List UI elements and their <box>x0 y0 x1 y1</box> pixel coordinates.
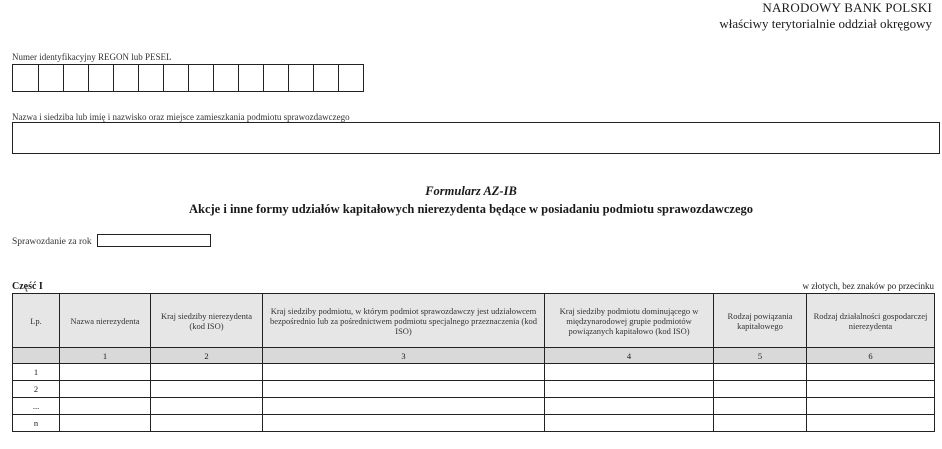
table-cell[interactable] <box>60 381 151 398</box>
column-number <box>13 348 60 364</box>
column-number-row <box>13 348 935 364</box>
table-cell[interactable] <box>545 381 714 398</box>
table-cell[interactable] <box>151 398 263 415</box>
table-row <box>13 398 935 415</box>
table-cell[interactable] <box>263 415 545 432</box>
table-cell[interactable] <box>60 415 151 432</box>
table-row <box>13 381 935 398</box>
form-title: Akcje i inne formy udziałów kapitałowych nierezydenta będące w posiadaniu podmiotu sprawozdawczego <box>188 202 753 216</box>
regon-digit-cell[interactable] <box>238 65 263 91</box>
unit-note: w złotych, bez znaków po przecinku <box>802 281 934 291</box>
report-year-label: Sprawozdanie za rok <box>12 237 92 247</box>
table-cell[interactable] <box>714 415 807 432</box>
regon-digit-cell[interactable] <box>338 65 363 91</box>
branch-label: właściwy terytorialnie oddział okręgowy <box>719 16 932 31</box>
part-title: Część I <box>12 281 43 292</box>
regon-digit-cell[interactable] <box>213 65 238 91</box>
table-cell[interactable] <box>545 364 714 381</box>
regon-input-grid <box>12 64 364 92</box>
entity-label: Nazwa i siedziba lub imię i nazwisko oraz miejsce zamieszkania podmiotu sprawozdawczego <box>12 112 350 122</box>
table-cell[interactable] <box>714 398 807 415</box>
regon-digit-cell[interactable] <box>113 65 138 91</box>
regon-digit-cell[interactable] <box>138 65 163 91</box>
entity-name-field[interactable] <box>12 122 940 154</box>
table-cell[interactable] <box>263 381 545 398</box>
table-header-row <box>13 294 935 348</box>
table-cell[interactable] <box>807 398 935 415</box>
table-cell[interactable] <box>545 415 714 432</box>
report-year-field[interactable] <box>97 234 211 247</box>
regon-digit-cell[interactable] <box>263 65 288 91</box>
regon-digit-cell[interactable] <box>88 65 113 91</box>
column-number: 4 <box>545 348 714 364</box>
bank-name: NARODOWY BANK POLSKI <box>762 0 932 15</box>
column-number: 5 <box>714 348 807 364</box>
table-cell[interactable] <box>60 364 151 381</box>
row-number: n <box>13 415 60 432</box>
regon-digit-cell[interactable] <box>38 65 63 91</box>
header-nonresident-name: Nazwa nierezydenta <box>60 294 151 348</box>
header-lp: Lp. <box>13 294 60 348</box>
table-cell[interactable] <box>60 398 151 415</box>
regon-digit-cell[interactable] <box>313 65 338 91</box>
header-nonresident-country: Kraj siedziby nierezydenta (kod ISO) <box>151 294 263 348</box>
data-table <box>12 293 935 432</box>
table-cell[interactable] <box>807 364 935 381</box>
table-cell[interactable] <box>151 364 263 381</box>
table-cell[interactable] <box>807 415 935 432</box>
regon-digit-cell[interactable] <box>63 65 88 91</box>
row-number: 1 <box>13 364 60 381</box>
table-cell[interactable] <box>263 398 545 415</box>
column-number: 2 <box>151 348 263 364</box>
header-entity-country: Kraj siedziby podmiotu, w którym podmiot sprawozdawczy jest udziałowcem bezpośrednio lub za pośrednictwem podmiotu specjalnego przeznaczenia (kod ISO) <box>263 294 545 348</box>
table-row <box>13 415 935 432</box>
regon-digit-cell[interactable] <box>188 65 213 91</box>
header-activity-type: Rodzaj działalności gospodarczej nierezydenta <box>807 294 935 348</box>
table-row <box>13 364 935 381</box>
regon-label: Numer identyfikacyjny REGON lub PESEL <box>12 52 172 62</box>
table-cell[interactable] <box>151 415 263 432</box>
table-cell[interactable] <box>151 381 263 398</box>
table-cell[interactable] <box>714 364 807 381</box>
regon-digit-cell[interactable] <box>288 65 313 91</box>
table-cell[interactable] <box>714 381 807 398</box>
regon-digit-cell[interactable] <box>163 65 188 91</box>
table-cell[interactable] <box>263 364 545 381</box>
column-number: 1 <box>60 348 151 364</box>
header-parent-country: Kraj siedziby podmiotu dominującego w międzynarodowej grupie podmiotów powiązanych kapitałowo (kod ISO) <box>545 294 714 348</box>
header-link-type: Rodzaj powiązania kapitałowego <box>714 294 807 348</box>
table-cell[interactable] <box>545 398 714 415</box>
form-name: Formularz AZ-IB <box>425 184 517 198</box>
row-number: 2 <box>13 381 60 398</box>
row-number: ... <box>13 398 60 415</box>
table-cell[interactable] <box>807 381 935 398</box>
regon-digit-cell[interactable] <box>13 65 38 91</box>
column-number: 6 <box>807 348 935 364</box>
column-number: 3 <box>263 348 545 364</box>
